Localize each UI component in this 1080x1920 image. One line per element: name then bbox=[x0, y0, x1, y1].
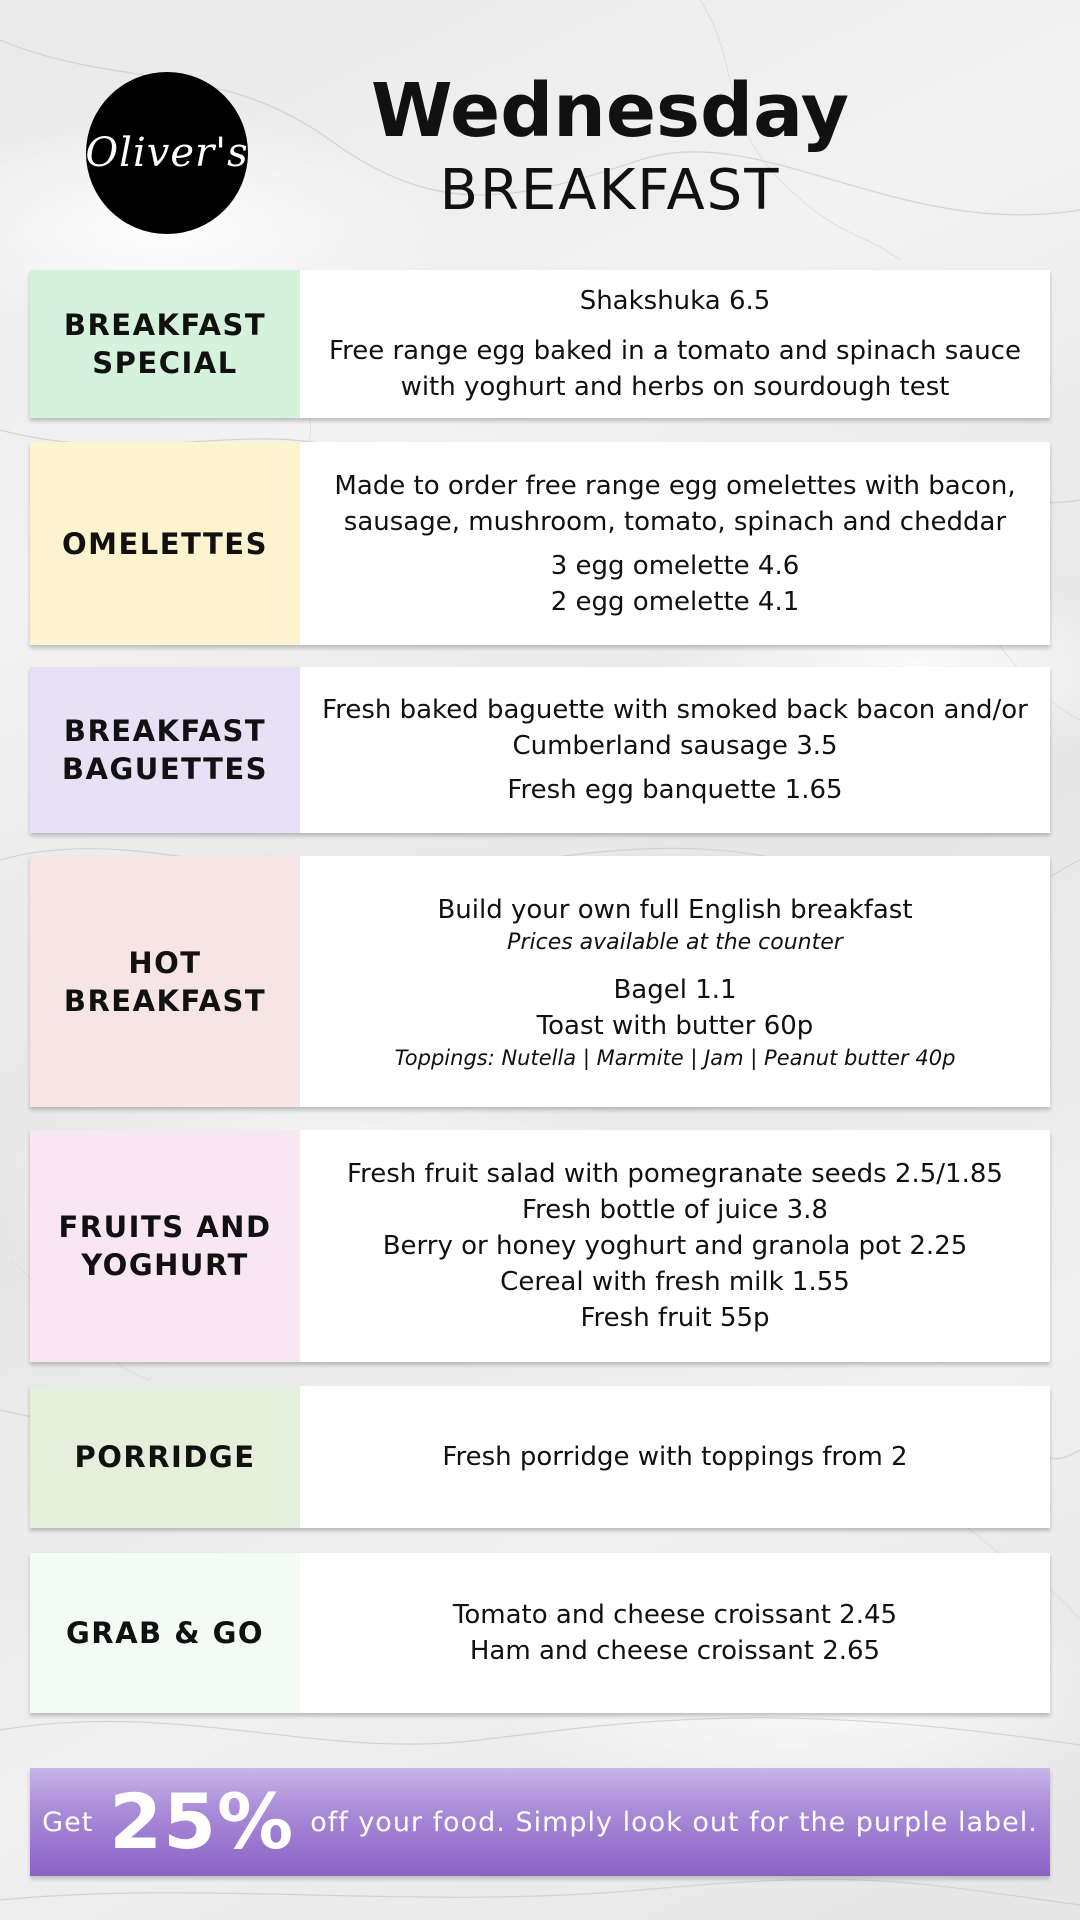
menu-item-price: Fresh porridge with toppings from 2 bbox=[442, 1442, 908, 1472]
category-label bbox=[30, 856, 300, 1107]
menu-item-description: sausage, mushroom, tomato, spinach and cheddar bbox=[343, 506, 1007, 537]
section-porridge bbox=[30, 1386, 1050, 1528]
menu-item-price: Tomato and cheese croissant 2.45 bbox=[452, 1600, 898, 1630]
menu-item-price: Toast with butter 60p bbox=[536, 1010, 814, 1041]
category-label-line: PORRIDGE bbox=[74, 1440, 256, 1474]
category-label-line: BREAKFAST bbox=[63, 714, 267, 748]
promo-text: off your food. Simply look out for the purple label. bbox=[310, 1806, 1038, 1838]
section-breakfast-baguettes bbox=[30, 667, 1050, 833]
section-content bbox=[300, 667, 1050, 833]
category-label-line: BAGUETTES bbox=[61, 752, 269, 786]
category-label-line: FRUITS AND bbox=[58, 1210, 272, 1244]
category-label bbox=[30, 1553, 300, 1713]
category-label bbox=[30, 442, 300, 645]
meal-title: BREAKFAST bbox=[439, 158, 781, 223]
section-content bbox=[300, 270, 1050, 418]
menu-item-price: Berry or honey yoghurt and granola pot 2.25 bbox=[382, 1231, 968, 1261]
menu-item-title: Build your own full English breakfast bbox=[437, 894, 913, 925]
menu-item-title: Shakshuka 6.5 bbox=[579, 286, 771, 316]
section-breakfast-special bbox=[30, 270, 1050, 418]
menu-item-price: Cereal with fresh milk 1.55 bbox=[500, 1267, 850, 1297]
menu-item-price: Fresh bottle of juice 3.8 bbox=[522, 1195, 828, 1225]
section-content bbox=[300, 1553, 1050, 1713]
logo bbox=[86, 72, 248, 234]
section-grab-and-go bbox=[30, 1553, 1050, 1713]
category-label-line: HOT bbox=[128, 945, 202, 980]
promo-banner bbox=[30, 1768, 1050, 1876]
section-content bbox=[300, 856, 1050, 1107]
menu-item-description: Cumberland sausage 3.5 bbox=[512, 731, 838, 761]
category-label-line: GRAB & GO bbox=[65, 1616, 265, 1650]
category-label-line: SPECIAL bbox=[92, 346, 238, 380]
menu-item-description: Free range egg baked in a tomato and spinach sauce bbox=[329, 336, 1021, 366]
menu-item-price: Bagel 1.1 bbox=[613, 974, 737, 1005]
category-label-line: BREAKFAST bbox=[63, 983, 267, 1018]
category-label-line: YOGHURT bbox=[81, 1248, 249, 1282]
section-fruits-and-yoghurt bbox=[30, 1130, 1050, 1362]
category-label-line: OMELETTES bbox=[61, 526, 269, 561]
logo-text: Oliver's bbox=[85, 130, 249, 176]
category-label-line: BREAKFAST bbox=[63, 308, 267, 342]
category-label bbox=[30, 1130, 300, 1362]
menu-item-price: Fresh egg banquette 1.65 bbox=[507, 775, 843, 805]
menu-item-description: with yoghurt and herbs on sourdough test bbox=[400, 372, 950, 402]
menu-item-description: Fresh baked baguette with smoked back bacon and/or bbox=[322, 695, 1028, 725]
promo-prefix: Get bbox=[42, 1806, 94, 1838]
section-content bbox=[300, 1130, 1050, 1362]
section-hot-breakfast bbox=[30, 856, 1050, 1107]
menu-note: Prices available at the counter bbox=[507, 929, 843, 955]
menu-item-description: Made to order free range egg omelettes with bacon, bbox=[334, 470, 1016, 501]
day-title: Wednesday bbox=[371, 68, 849, 154]
section-omelettes bbox=[30, 442, 1050, 645]
menu-note: Toppings: Nutella | Marmite | Jam | Peanut butter 40p bbox=[394, 1045, 956, 1070]
category-label bbox=[30, 667, 300, 833]
menu-item-price: 3 egg omelette 4.6 bbox=[550, 550, 800, 581]
category-label bbox=[30, 270, 300, 418]
menu-item-price: Fresh fruit 55p bbox=[580, 1303, 770, 1333]
menu-item-price: Ham and cheese croissant 2.65 bbox=[469, 1636, 881, 1666]
section-content bbox=[300, 442, 1050, 645]
section-content bbox=[300, 1386, 1050, 1528]
category-label bbox=[30, 1386, 300, 1528]
menu-item-price: Fresh fruit salad with pomegranate seeds 2.5/1.85 bbox=[347, 1159, 1003, 1189]
menu-item-price: 2 egg omelette 4.1 bbox=[550, 586, 800, 617]
promo-percent: 25% bbox=[109, 1777, 295, 1866]
